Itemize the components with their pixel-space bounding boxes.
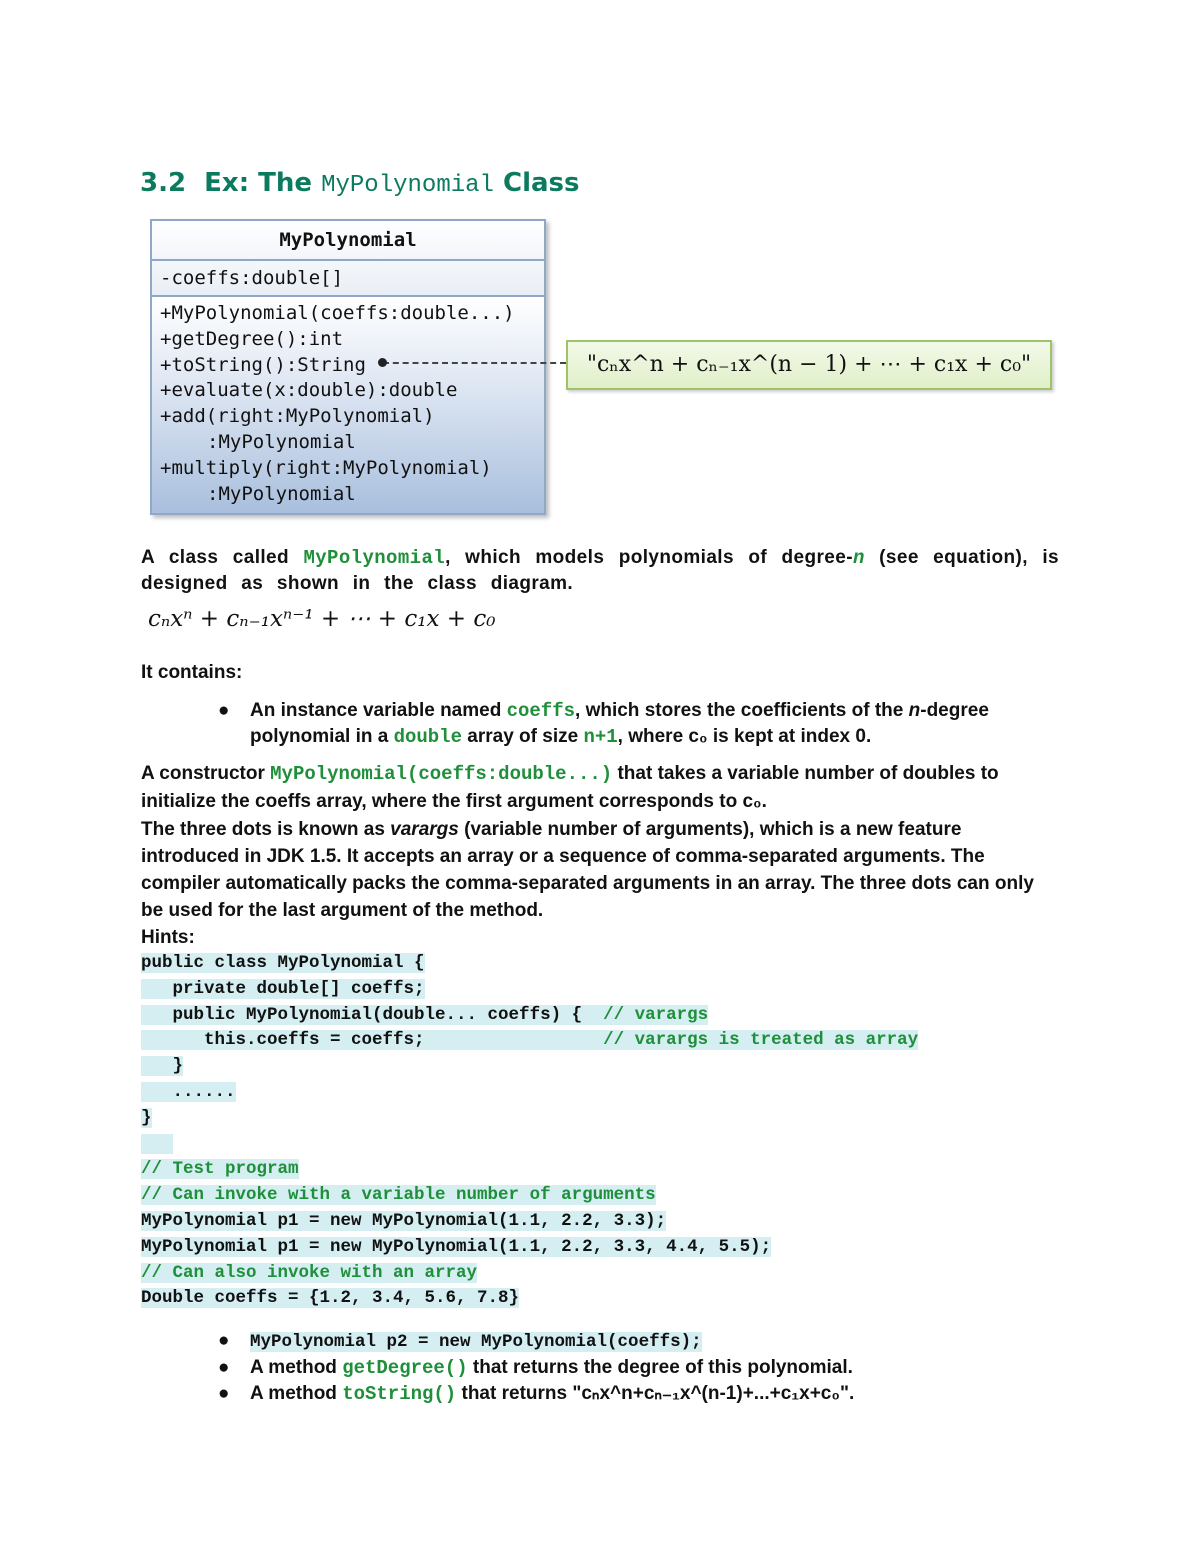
- bullet-text: , which stores the coefficients of the: [575, 700, 909, 721]
- bullet-text: A method: [250, 1357, 343, 1378]
- code-line: [141, 1106, 918, 1132]
- code-line: [141, 1235, 918, 1261]
- code-tostring: toString(): [342, 1383, 457, 1405]
- code-line: [141, 1261, 918, 1287]
- code-double: double: [393, 726, 462, 748]
- intro-paragraph: [141, 545, 1059, 597]
- heading-number: 3.2: [140, 168, 187, 198]
- uml-operation: :MyPolynomial: [207, 482, 356, 505]
- code-text: public MyPolynomial(double... coeffs) {: [141, 1004, 604, 1025]
- uml-operation: +multiply(right:MyPolynomial): [160, 456, 492, 479]
- code-line: [141, 1054, 918, 1080]
- code-block: [141, 951, 918, 1312]
- code-line: [141, 1157, 918, 1183]
- list-item: [210, 1355, 1070, 1381]
- note-connector-dot: [378, 358, 387, 367]
- bullet-text: A method: [250, 1383, 343, 1404]
- constructor-code: MyPolynomial(coeffs:double...): [270, 763, 613, 785]
- code-line: [141, 977, 918, 1003]
- heading-prefix: Ex: The: [204, 168, 313, 198]
- code-n-plus-1: n+1: [583, 726, 618, 748]
- code-text: this.coeffs = coeffs;: [141, 1030, 604, 1051]
- list-item: [210, 698, 1070, 750]
- code-text: }: [141, 1056, 184, 1077]
- bullet-text: that returns "cₙx^n+cₙ₋₁x^(n-1)+...+c₁x+c₀".: [456, 1383, 855, 1404]
- intro-text: , which models polynomials of degree-: [445, 547, 853, 568]
- code-coeffs: coeffs: [506, 700, 576, 722]
- uml-operation: :MyPolynomial: [207, 430, 356, 453]
- code-text: private double[] coeffs;: [141, 978, 425, 999]
- constructor-text: that takes a variable number of doubles to initialize the coeffs array, where the first argument corresponds to c₀.: [141, 763, 999, 812]
- italic-n: n: [908, 700, 921, 721]
- code-text: MyPolynomial p1 = new MyPolynomial(1.1, 2.2, 3.3, 4.4, 5.5);: [141, 1236, 772, 1257]
- uml-operations: [152, 297, 544, 513]
- contains-label: It contains:: [141, 662, 243, 683]
- varargs-italic: varargs: [390, 819, 459, 840]
- list-item: [210, 1381, 1070, 1407]
- polynomial-equation: cₙxⁿ + cₙ₋₁xⁿ⁻¹ + ⋯ + c₁x + c₀: [148, 606, 496, 632]
- uml-operation: +add(right:MyPolynomial): [160, 405, 435, 428]
- bullet-icon: ●: [218, 1383, 230, 1404]
- section-heading: [140, 168, 579, 199]
- uml-note: "cₙx^n + cₙ₋₁x^(n − 1) + ⋯ + c₁x + c₀": [566, 340, 1052, 390]
- constructor-text: A constructor: [141, 763, 271, 784]
- bullet-text: -degree polynomial in a: [250, 700, 989, 747]
- code-line: [141, 1209, 918, 1235]
- code-comment: // varargs: [603, 1004, 709, 1025]
- code-text: public class MyPolynomial {: [141, 953, 425, 973]
- uml-class-diagram: [150, 219, 546, 515]
- code-getdegree: getDegree(): [342, 1357, 468, 1379]
- code-comment: // varargs is treated as array: [603, 1030, 919, 1051]
- code-line: [141, 1080, 918, 1106]
- code-comment: // Can invoke with a variable number of arguments: [141, 1185, 656, 1206]
- bullet-text: An instance variable named: [250, 700, 507, 721]
- code-text: Double coeffs = {1.2, 3.4, 5.6, 7.8}: [141, 1288, 520, 1309]
- heading-class-name: MyPolynomial: [321, 172, 494, 199]
- intro-text: A class called: [141, 547, 304, 568]
- varargs-text: The three dots is known as: [141, 819, 391, 840]
- uml-operation: +MyPolynomial(coeffs:double...): [160, 302, 515, 324]
- intro-code-n: n: [852, 547, 865, 569]
- uml-operation: +getDegree():int: [160, 327, 344, 350]
- bullet-icon: ●: [218, 1330, 230, 1351]
- intro-text: (see equation), is designed as shown in the class diagram.: [141, 547, 1059, 594]
- code-line: [141, 1183, 918, 1209]
- uml-class-name: MyPolynomial: [152, 221, 544, 261]
- code-text: ......: [141, 1081, 236, 1102]
- code-line: [141, 1028, 918, 1054]
- code-text: [141, 1134, 173, 1154]
- uml-operation: +evaluate(x:double):double: [160, 379, 458, 402]
- intro-code-class: MyPolynomial: [303, 547, 446, 569]
- code-text: MyPolynomial p1 = new MyPolynomial(1.1, 2.2, 3.3);: [141, 1210, 667, 1231]
- bullet-text: , where c₀ is kept at index 0.: [617, 726, 872, 747]
- code-line: [141, 1132, 918, 1158]
- heading-suffix: Class: [502, 168, 580, 198]
- bullet-text: array of size: [462, 726, 584, 747]
- bullet-icon: ●: [218, 700, 230, 721]
- constructor-paragraph: [141, 760, 1051, 816]
- bullet-code: MyPolynomial p2 = new MyPolynomial(coeffs);: [250, 1332, 702, 1352]
- varargs-paragraph: [141, 816, 1061, 924]
- code-line: [141, 1003, 918, 1029]
- varargs-text: (variable number of arguments), which is a new feature introduced in JDK 1.5. It accepts an array or a sequence of comma-separated arguments. The compiler automatically packs the comma-separated arguments in an array. The three dots can only be used for the last argument of the method.: [141, 819, 1034, 921]
- method-bullet-list: [210, 1328, 1070, 1407]
- code-comment: // Test program: [141, 1159, 299, 1180]
- uml-operation: +toString():String: [160, 353, 366, 376]
- bullet-list: [210, 698, 1070, 750]
- uml-attribute: -coeffs:double[]: [152, 261, 544, 297]
- note-connector-line: [383, 362, 566, 364]
- code-line: [141, 1286, 918, 1312]
- list-item: [210, 1328, 1070, 1355]
- code-line: [141, 951, 918, 977]
- bullet-icon: ●: [218, 1357, 230, 1378]
- code-comment: // Can also invoke with an array: [141, 1262, 478, 1283]
- bullet-text: that returns the degree of this polynomial.: [467, 1357, 853, 1378]
- hints-label: Hints:: [141, 927, 195, 948]
- code-text: }: [141, 1107, 152, 1128]
